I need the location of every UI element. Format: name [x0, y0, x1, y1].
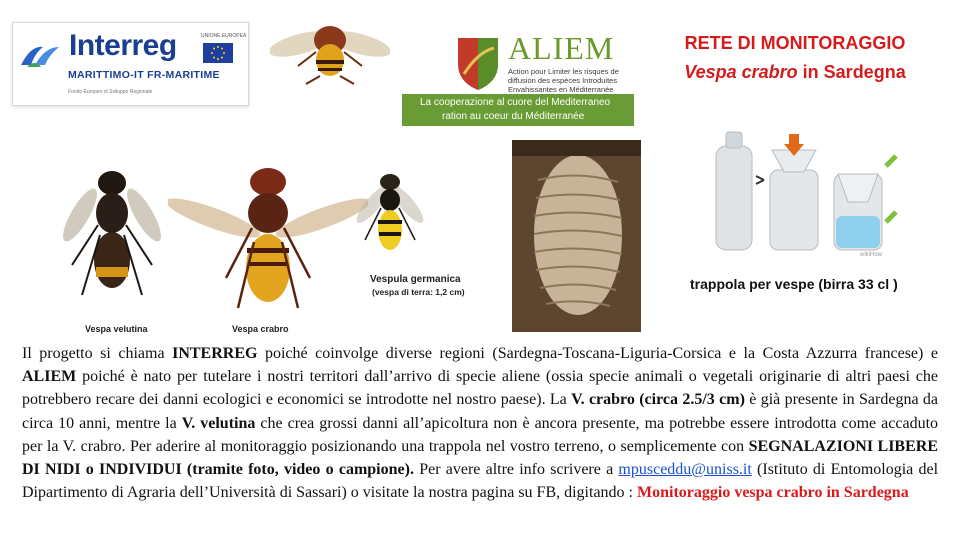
germanica-caption: Vespula germanica [370, 274, 461, 285]
vespa-crabro-image [168, 158, 368, 318]
aliem-shield-icon [454, 34, 502, 92]
aliem-banner-line1: La cooperazione al cuore del Mediterraneo [420, 97, 611, 108]
body-text-segment: che crea grossi danni all’apicoltura non è ancora presente, ma potrebbe essere introdotta come accaduto per la V. crabro. Per aderire al monitoraggio posizionando una trappola nel vostro terreno, o semplicemente con [22, 414, 939, 455]
subtitle-rest: in Sardegna [797, 62, 906, 82]
interreg-subtitle: MARITTIMO-IT FR-MARITIME [68, 69, 220, 81]
aliem-title: ALIEM [508, 30, 615, 66]
vespula-germanica-image [345, 160, 435, 260]
germanica-size: (vespa di terra: 1,2 cm) [372, 287, 465, 297]
body-text-segment: poiché è nato per tutelare i nostri territori dall’arrivo di specie aliene (ossia specie animali o vegetali originarie di altri paesi che potrebbero recare dei danni ecologici e economici se introdotte nel nostro paese). La [22, 368, 938, 409]
aliem-logo [398, 22, 636, 132]
eu-flag-icon [203, 43, 233, 63]
interreg-emphasis: INTERREG [172, 345, 258, 362]
page-title: RETE DI MONITORAGGIO [684, 33, 906, 53]
facebook-page-name: Monitoraggio vespa crabro in Sardegna [637, 484, 909, 502]
trap-credit: wikiHow [860, 252, 883, 258]
velutina-caption: Vespa velutina [85, 324, 148, 334]
body-text-segment: Per avere altre info scrivere a [413, 461, 619, 479]
wasp-trap-diagram [700, 128, 910, 258]
interreg-wordmark: Interreg [69, 29, 177, 62]
aliem-banner-line2: ration au coeur du Méditerranée [442, 111, 585, 122]
aliem-emphasis: ALIEM [22, 368, 77, 386]
species-name: Vespa crabro [684, 62, 798, 82]
trap-caption: trappola per vespe (birra 33 cl ) [690, 276, 898, 292]
scissors-icon [756, 176, 764, 184]
arrow-icon [886, 156, 896, 166]
crabro-emphasis: V. crabro (circa 2.5/3 cm) [571, 391, 745, 409]
email-link[interactable]: mpusceddu@uniss.it [618, 461, 752, 479]
arrow-icon [886, 212, 896, 222]
eu-label: UNIONE EUROPEA [201, 33, 247, 39]
body-text-segment: è già presente in Sardegna da circa 10 anni, mentre la [22, 391, 938, 432]
velutina-emphasis: V. velutina [181, 414, 256, 432]
hornet-top-image [270, 16, 390, 86]
aliem-description: Action pour Limiter les risques de diffusion des espèces Introduites Envahissantes en Méditerranée [508, 67, 619, 94]
body-text-segment: poiché coinvolge diverse regioni (Sardegna-Toscana-Liguria-Corsica e la Costa Azzurra francese) e [257, 345, 938, 362]
interreg-fund-note: Fondo Europeo di Sviluppo Regionale [68, 89, 153, 95]
interreg-mark-icon [17, 41, 65, 71]
hornet-nest-image [512, 140, 641, 332]
crabro-caption: Vespa crabro [232, 324, 289, 334]
reports-emphasis: SEGNALAZIONI LIBERE DI NIDI o INDIVIDUI (tramite foto, video o campione). [22, 437, 938, 479]
body-paragraph [22, 342, 938, 504]
vespa-velutina-image [52, 155, 172, 320]
body-text-segment: (Istituto di Entomologia del Dipartimento di Agraria dell’Università di Sassari) o visitate la nostra pagina su FB, digitando : [22, 461, 939, 502]
page-subtitle [640, 62, 950, 83]
body-text-segment: Il progetto si chiama [22, 345, 173, 362]
interreg-logo [12, 22, 249, 106]
